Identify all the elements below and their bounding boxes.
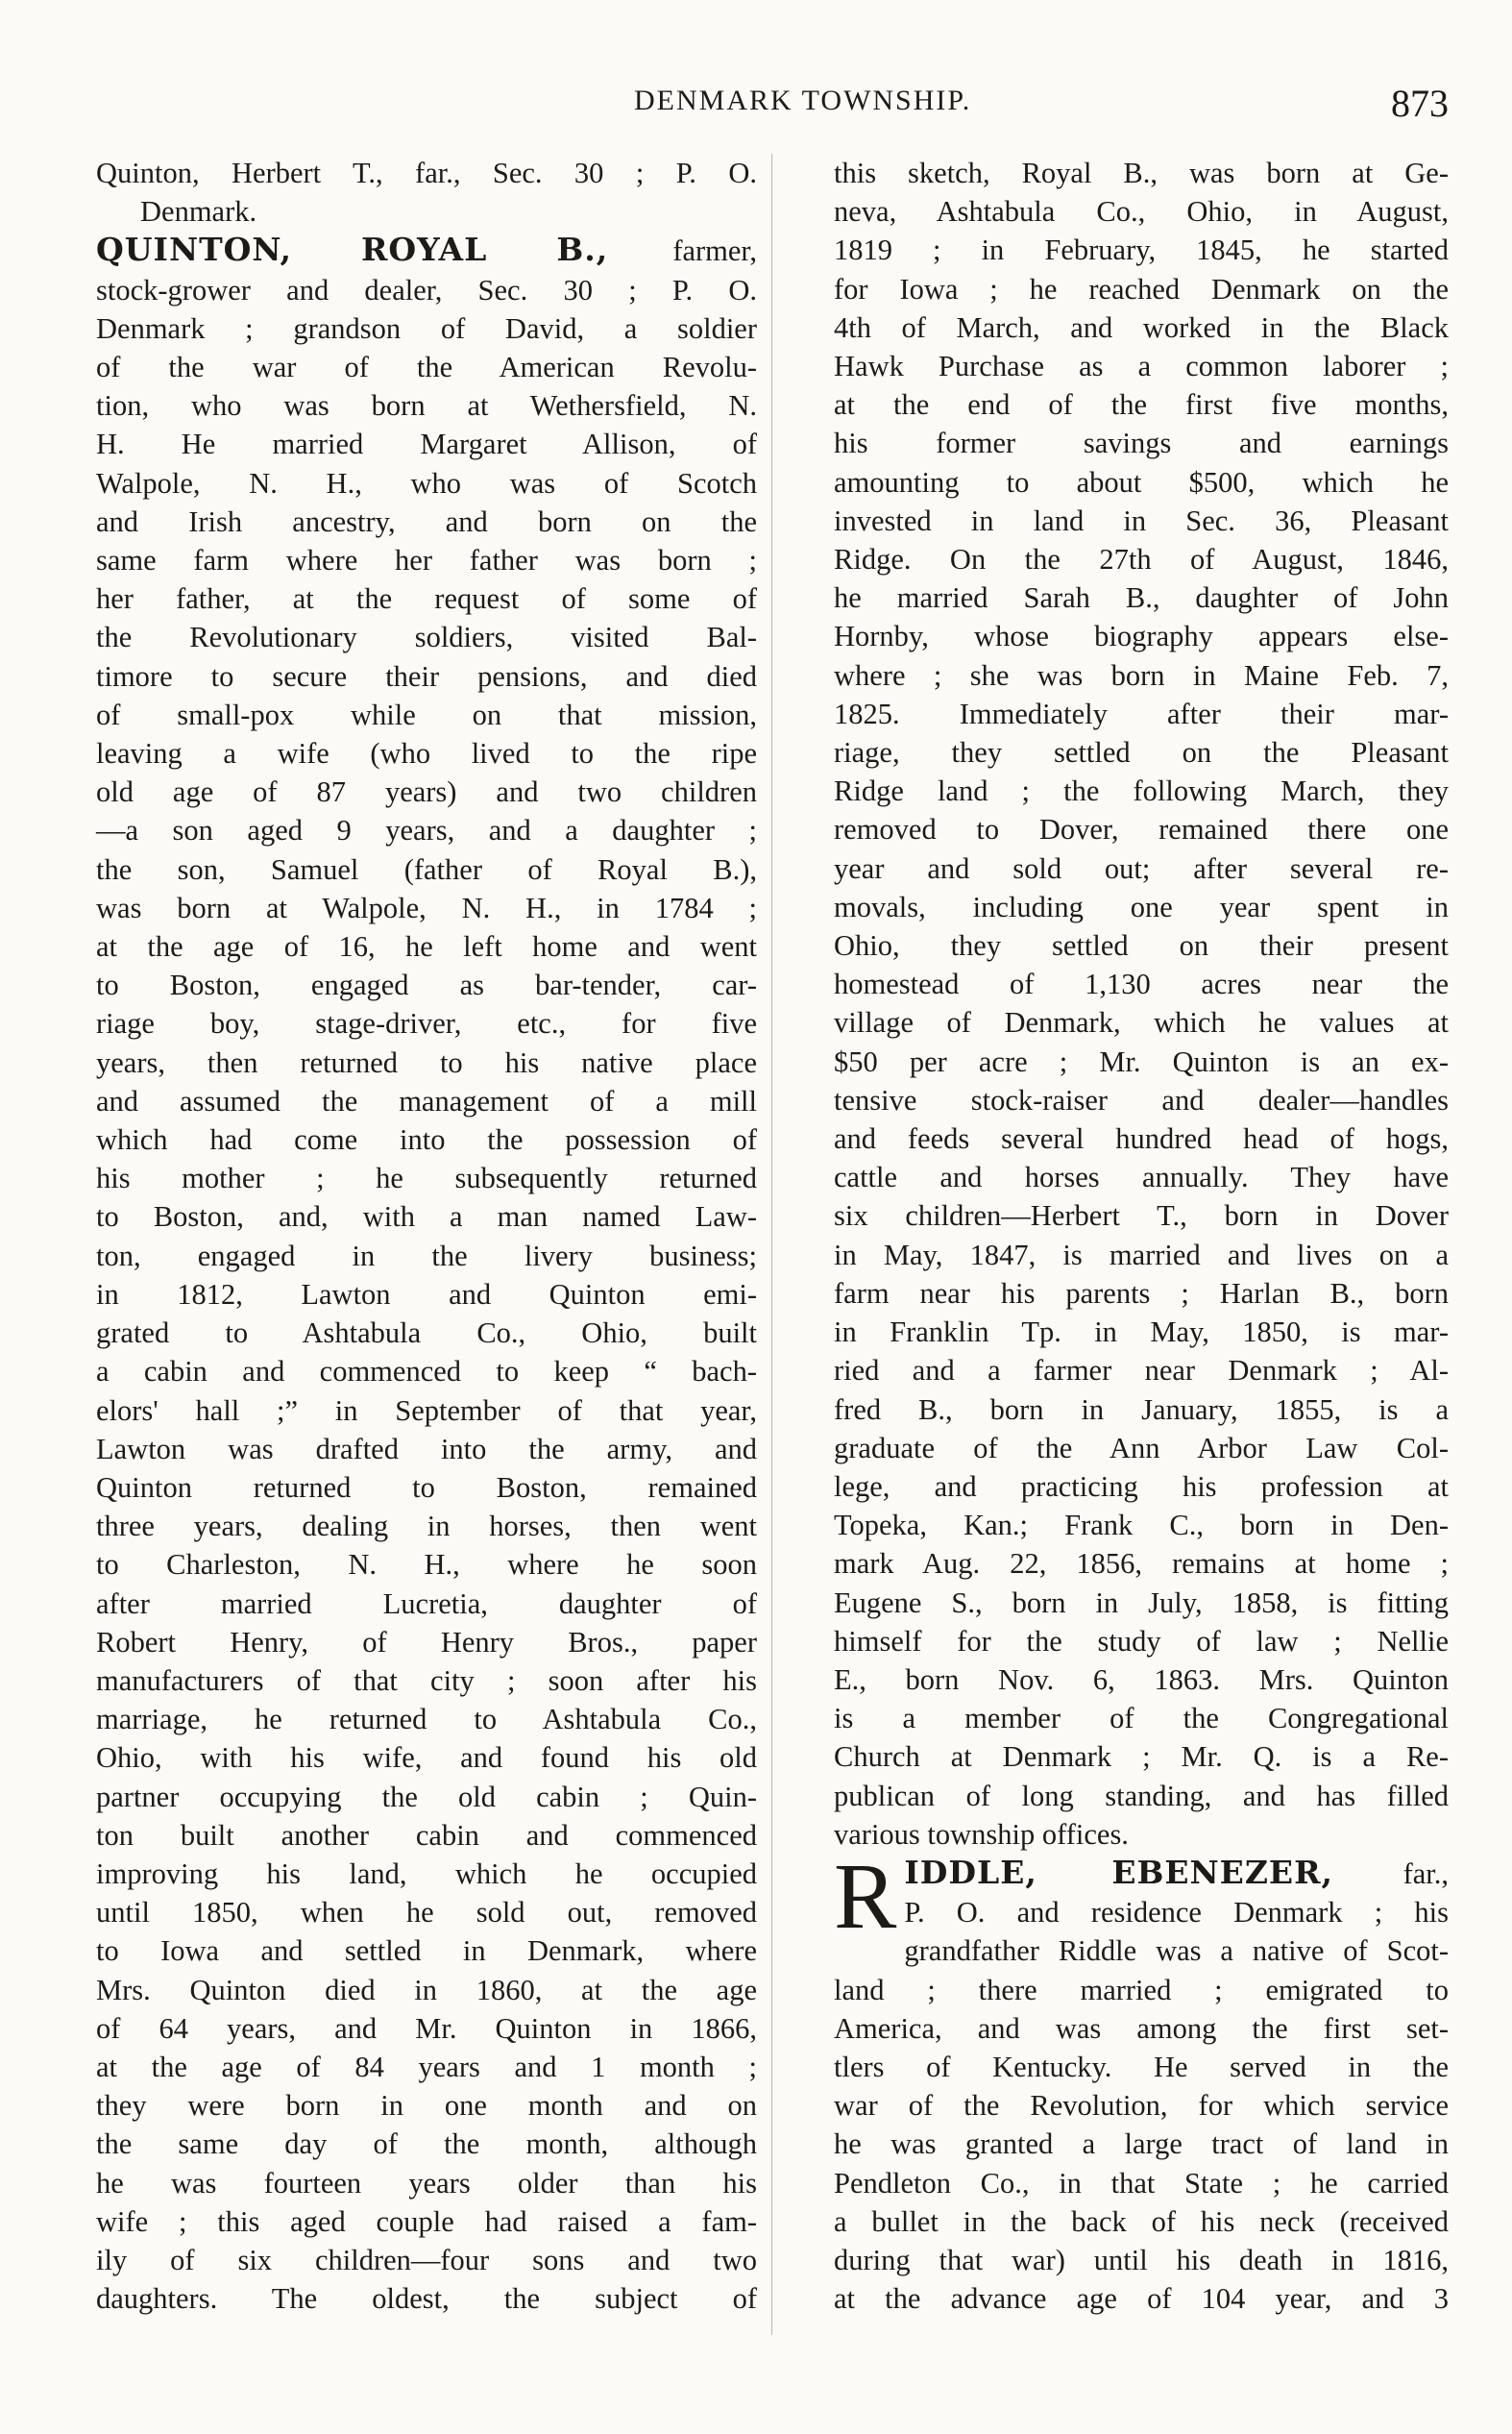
text-line: improving his land, which he occupied	[96, 1856, 757, 1890]
text-line: Ridge. On the 27th of August, 1846,	[834, 543, 1449, 577]
text-line: to Charleston, N. H., where he soon	[96, 1548, 757, 1582]
text-line: timore to secure their pensions, and died	[96, 659, 757, 693]
text-line: Pendleton Co., in that State ; he carried	[834, 2166, 1449, 2200]
text-line: grated to Ashtabula Co., Ohio, built	[96, 1316, 757, 1350]
riddle-entry-heading	[834, 1854, 1449, 1893]
text-line: ily of six children—four sons and two	[96, 2243, 757, 2276]
text-line: was born at Walpole, N. H., in 1784 ;	[96, 891, 757, 924]
text-line: 1819 ; in February, 1845, he started	[834, 234, 1449, 267]
text-line: Hornby, whose biography appears else-	[834, 620, 1449, 653]
text-line: Ridge land ; the following March, they	[834, 774, 1449, 808]
royal-entry-body	[96, 271, 757, 2319]
text-line: Lawton was drafted into the army, and	[96, 1432, 757, 1465]
riddle-entry-body	[834, 1931, 1449, 2318]
text-line: old age of 87 years) and two children	[96, 775, 757, 809]
text-line: to Iowa and settled in Denmark, where	[96, 1934, 757, 1968]
text-line: to Boston, and, with a man named Law-	[96, 1200, 757, 1234]
text-line: and Irish ancestry, and born on the	[96, 504, 757, 538]
text-line: various township offices.	[834, 1817, 1129, 1851]
right-column	[834, 154, 1449, 2318]
text-line: a bullet in the back of his neck (received	[834, 2204, 1449, 2238]
text-line: village of Denmark, which he values at	[834, 1006, 1449, 1040]
text-line: the Revolutionary soldiers, visited Bal-	[96, 621, 757, 654]
royal-entry-name: QUINTON, ROYAL B.,	[96, 231, 609, 269]
text-line: three years, dealing in horses, then went	[96, 1510, 757, 1543]
text-line: in Franklin Tp. in May, 1850, is mar-	[834, 1315, 1449, 1349]
text-line: for Iowa ; he reached Denmark on the	[834, 272, 1449, 306]
text-line: movals, including one year spent in	[834, 890, 1449, 923]
text-line: $50 per acre ; Mr. Quinton is an ex-	[834, 1045, 1449, 1078]
herbert-entry-line: Quinton, Herbert T., far., Sec. 30 ; P. O.	[96, 157, 757, 189]
text-line: riage boy, stage-driver, etc., for five	[96, 1007, 757, 1041]
text-line: amounting to about $500, which he	[834, 465, 1449, 499]
text-line: ried and a farmer near Denmark ; Al-	[834, 1354, 1449, 1388]
riddle-entry-line: P. O. and residence Denmark ; his	[904, 1896, 1449, 1930]
text-line: to Boston, engaged as bar-tender, car-	[96, 969, 757, 1002]
text-line: Denmark ; grandson of David, a soldier	[96, 311, 757, 345]
text-line: he was fourteen years older than his	[96, 2166, 757, 2200]
text-line: in May, 1847, is married and lives on a	[834, 1238, 1449, 1271]
text-line: Robert Henry, of Henry Bros., paper	[96, 1625, 757, 1659]
text-line: her father, at the request of some of	[96, 582, 757, 616]
text-line: E., born Nov. 6, 1863. Mrs. Quinton	[834, 1662, 1449, 1696]
text-line: neva, Ashtabula Co., Ohio, in August,	[834, 195, 1449, 229]
text-line: Mrs. Quinton died in 1860, at the age	[96, 1973, 757, 2006]
text-line: tlers of Kentucky. He served in the	[834, 2050, 1449, 2083]
text-line: Ohio, they settled on their present	[834, 929, 1449, 963]
running-head-title: DENMARK TOWNSHIP.	[634, 85, 972, 116]
text-line: Eugene S., born in July, 1858, is fitting	[834, 1586, 1449, 1619]
text-line: they were born in one month and on	[96, 2089, 757, 2123]
text-line: manufacturers of that city ; soon after his	[96, 1663, 757, 1697]
text-line: publican of long standing, and has filled	[834, 1779, 1449, 1812]
column-divider	[771, 154, 772, 2335]
text-line: America, and was among the first set-	[834, 2011, 1449, 2045]
text-line: land ; there married ; emigrated to	[834, 1973, 1449, 2006]
text-line: mark Aug. 22, 1856, remains at home ;	[834, 1547, 1449, 1581]
text-line: which had come into the possession of	[96, 1123, 757, 1157]
text-line: until 1850, when he sold out, removed	[96, 1896, 757, 1930]
text-line: a cabin and commenced to keep “ bach-	[96, 1355, 757, 1389]
text-line: riage, they settled on the Pleasant	[834, 736, 1449, 770]
royal-entry-continued	[834, 154, 1449, 1854]
text-line: Topeka, Kan.; Frank C., born in Den-	[834, 1509, 1449, 1542]
text-line: the son, Samuel (father of Royal B.),	[96, 852, 757, 886]
text-line: leaving a wife (who lived to the ripe	[96, 737, 757, 771]
text-line: and assumed the management of a mill	[96, 1084, 757, 1118]
text-line: Church at Denmark ; Mr. Q. is a Re-	[834, 1740, 1449, 1774]
text-line: during that war) until his death in 1816,	[834, 2243, 1449, 2276]
text-line: at the advance age of 104 year, and 3	[834, 2282, 1449, 2316]
royal-entry-occupation: farmer,	[672, 234, 757, 268]
riddle-entry-occupation: far.,	[1402, 1856, 1449, 1890]
text-line: himself for the study of law ; Nellie	[834, 1624, 1449, 1658]
text-line: where ; she was born in Maine Feb. 7,	[834, 658, 1449, 692]
text-line: and feeds several hundred head of hogs,	[834, 1122, 1449, 1156]
text-line: Walpole, N. H., who was of Scotch	[96, 466, 757, 500]
text-line: 4th of March, and worked in the Black	[834, 310, 1449, 344]
text-line: at the age of 84 years and 1 month ;	[96, 2050, 757, 2083]
text-line: wife ; this aged couple had raised a fam-	[96, 2204, 757, 2238]
herbert-entry-line: Denmark.	[140, 195, 257, 229]
text-line: years, then returned to his native place	[96, 1045, 757, 1079]
text-line: graduate of the Ann Arbor Law Col-	[834, 1431, 1449, 1464]
text-line: ton, engaged in the livery business;	[96, 1239, 757, 1272]
riddle-drop-cap: R	[834, 1844, 897, 1949]
text-line: elors' hall ;” in September of that year,	[96, 1393, 757, 1427]
text-line: invested in land in Sec. 36, Pleasant	[834, 504, 1449, 537]
text-line: year and sold out; after several re-	[834, 851, 1449, 885]
text-line: is a member of the Congregational	[834, 1702, 1449, 1735]
page-number: 873	[1391, 82, 1449, 125]
text-line: partner occupying the old cabin ; Quin-	[96, 1780, 757, 1813]
text-line: farm near his parents ; Harlan B., born	[834, 1276, 1449, 1310]
riddle-entry	[834, 1844, 1449, 2318]
text-line: ton built another cabin and commenced	[96, 1818, 757, 1852]
left-column	[96, 154, 757, 2318]
riddle-entry-name: IDDLE, EBENEZER,	[904, 1853, 1333, 1891]
text-line: after married Lucretia, daughter of	[96, 1586, 757, 1620]
text-line: marriage, he returned to Ashtabula Co.,	[96, 1703, 757, 1736]
text-line: of small-pox while on that mission,	[96, 698, 757, 731]
text-line: —a son aged 9 years, and a daughter ;	[96, 814, 757, 848]
text-line: this sketch, Royal B., was born at Ge-	[834, 157, 1449, 189]
text-line: war of the Revolution, for which service	[834, 2089, 1449, 2123]
text-line: his former savings and earnings	[834, 427, 1449, 460]
royal-entry-heading	[96, 231, 757, 270]
text-line: Hawk Purchase as a common laborer ;	[834, 350, 1449, 383]
text-line: the same day of the month, although	[96, 2127, 757, 2161]
text-line: stock-grower and dealer, Sec. 30 ; P. O.	[96, 273, 757, 307]
text-line: cattle and horses annually. They have	[834, 1161, 1449, 1194]
text-line: Ohio, with his wife, and found his old	[96, 1741, 757, 1775]
text-line: at the age of 16, he left home and went	[96, 930, 757, 964]
page-header	[0, 81, 1512, 135]
text-line: six children—Herbert T., born in Dover	[834, 1199, 1449, 1233]
text-line: in 1812, Lawton and Quinton emi-	[96, 1277, 757, 1311]
text-line: tensive stock-raiser and dealer—handles	[834, 1083, 1449, 1117]
text-line: his mother ; he subsequently returned	[96, 1162, 757, 1195]
text-line: lege, and practicing his profession at	[834, 1469, 1449, 1503]
text-line: daughters. The oldest, the subject of	[96, 2282, 757, 2316]
text-line: homestead of 1,130 acres near the	[834, 968, 1449, 1001]
text-line: same farm where her father was born ;	[96, 544, 757, 578]
text-line: he married Sarah B., daughter of John	[834, 581, 1449, 615]
text-line: fred B., born in January, 1855, is a	[834, 1392, 1449, 1426]
text-line: of 64 years, and Mr. Quinton in 1866,	[96, 2011, 757, 2045]
text-line: he was granted a large tract of land in	[834, 2127, 1449, 2161]
text-line: 1825. Immediately after their mar-	[834, 697, 1449, 730]
text-line: of the war of the American Revolu-	[96, 351, 757, 384]
text-line: at the end of the first five months,	[834, 388, 1449, 422]
text-line: Quinton returned to Boston, remained	[96, 1470, 757, 1504]
text-line: tion, who was born at Wethersfield, N.	[96, 389, 757, 423]
text-line: removed to Dover, remained there one	[834, 813, 1449, 847]
text-line: grandfather Riddle was a native of Scot-	[904, 1934, 1449, 1968]
text-line: H. He married Margaret Allison, of	[96, 428, 757, 461]
